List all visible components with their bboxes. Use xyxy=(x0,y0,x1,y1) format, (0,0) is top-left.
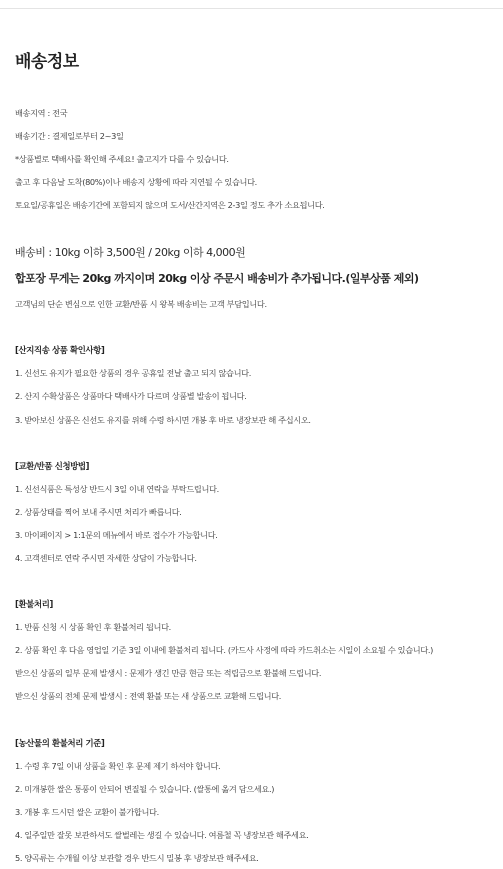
courier-notice: *상품별로 택배사를 확인해 주세요! 출고지가 다를 수 있습니다. xyxy=(15,154,229,164)
list-item: 3. 개봉 후 드시던 쌀은 교환이 불가합니다. xyxy=(15,807,159,817)
return-fee-notice: 고객님의 단순 변심으로 인한 교환/반품 시 왕복 배송비는 고객 부담입니다. xyxy=(15,299,267,309)
list-item: 받으신 상품의 일부 문제 발생시 : 문제가 생긴 만큼 현금 또는 적립금으로 환불해 드립니다. xyxy=(15,668,322,678)
list-item: 2. 미개봉한 쌀은 통풍이 안되어 변질될 수 있습니다. (쌀통에 옮겨 담으세요.) xyxy=(15,784,275,794)
list-item: 1. 반품 신청 시 상품 확인 후 환불처리 됩니다. xyxy=(15,622,171,632)
list-item: 1. 수령 후 7일 이내 상품을 확인 후 문제 제기 하셔야 합니다. xyxy=(15,761,221,771)
combined-packing-notice: 합포장 무게는 20kg 까지이며 20kg 이상 주문시 배송비가 추가됩니다.(일부상품 제외) xyxy=(15,272,419,285)
delivery-period: 배송기간 : 결제일로부터 2~3일 xyxy=(15,131,124,141)
shipping-fee: 배송비 : 10kg 이하 3,500원 / 20kg 이하 4,000원 xyxy=(15,246,246,259)
section-heading-refund: [환불처리] xyxy=(15,599,53,609)
section-heading-produce-refund: [농산물의 환불처리 기준] xyxy=(15,738,105,748)
holiday-notice: 토요일/공휴일은 배송기간에 포함되지 않으며 도서/산간지역은 2-3일 정도 추가 소요됩니다. xyxy=(15,200,325,210)
list-item: 4. 일주일만 잘못 보관하셔도 쌀벌레는 생길 수 있습니다. 여름철 꼭 냉장보관 해주세요. xyxy=(15,830,309,840)
list-item: 받으신 상품의 전체 문제 발생시 : 전액 환불 또는 새 상품으로 교환해 드립니다. xyxy=(15,691,282,701)
list-item: 1. 신선식품은 특성상 반드시 3일 이내 연락을 부탁드립니다. xyxy=(15,484,219,494)
delivery-region: 배송지역 : 전국 xyxy=(15,108,68,118)
page-title: 배송정보 xyxy=(15,52,79,72)
top-divider xyxy=(0,8,503,9)
list-item: 3. 받아보신 상품은 신선도 유지를 위해 수령 하시면 개봉 후 바로 냉장보관 해 주십시오. xyxy=(15,415,311,425)
list-item: 2. 산지 수확상품은 상품마다 택배사가 다르며 상품별 발송이 됩니다. xyxy=(15,391,247,401)
list-item: 1. 신선도 유지가 필요한 상품의 경우 공휴일 전날 출고 되지 않습니다. xyxy=(15,368,251,378)
list-item: 3. 마이페이지 > 1:1문의 메뉴에서 바로 접수가 가능합니다. xyxy=(15,530,218,540)
list-item: 2. 상품 확인 후 다음 영업일 기준 3일 이내에 환불처리 됩니다. (카드사 사정에 따라 카드취소는 시일이 소요될 수 있습니다.) xyxy=(15,645,433,655)
arrival-notice: 출고 후 다음날 도착(80%)이나 배송지 상황에 따라 지연될 수 있습니다. xyxy=(15,177,257,187)
list-item: 5. 양곡류는 수개월 이상 보관할 경우 반드시 밀봉 후 냉장보관 해주세요. xyxy=(15,853,259,863)
list-item: 2. 상품상태를 찍어 보내 주시면 처리가 빠릅니다. xyxy=(15,507,182,517)
section-heading-exchange-return: [교환/반품 신청방법] xyxy=(15,461,90,471)
list-item: 4. 고객센터로 연락 주시면 자세한 상담이 가능합니다. xyxy=(15,553,197,563)
section-heading-direct-shipping: [산지직송 상품 확인사항] xyxy=(15,345,105,355)
